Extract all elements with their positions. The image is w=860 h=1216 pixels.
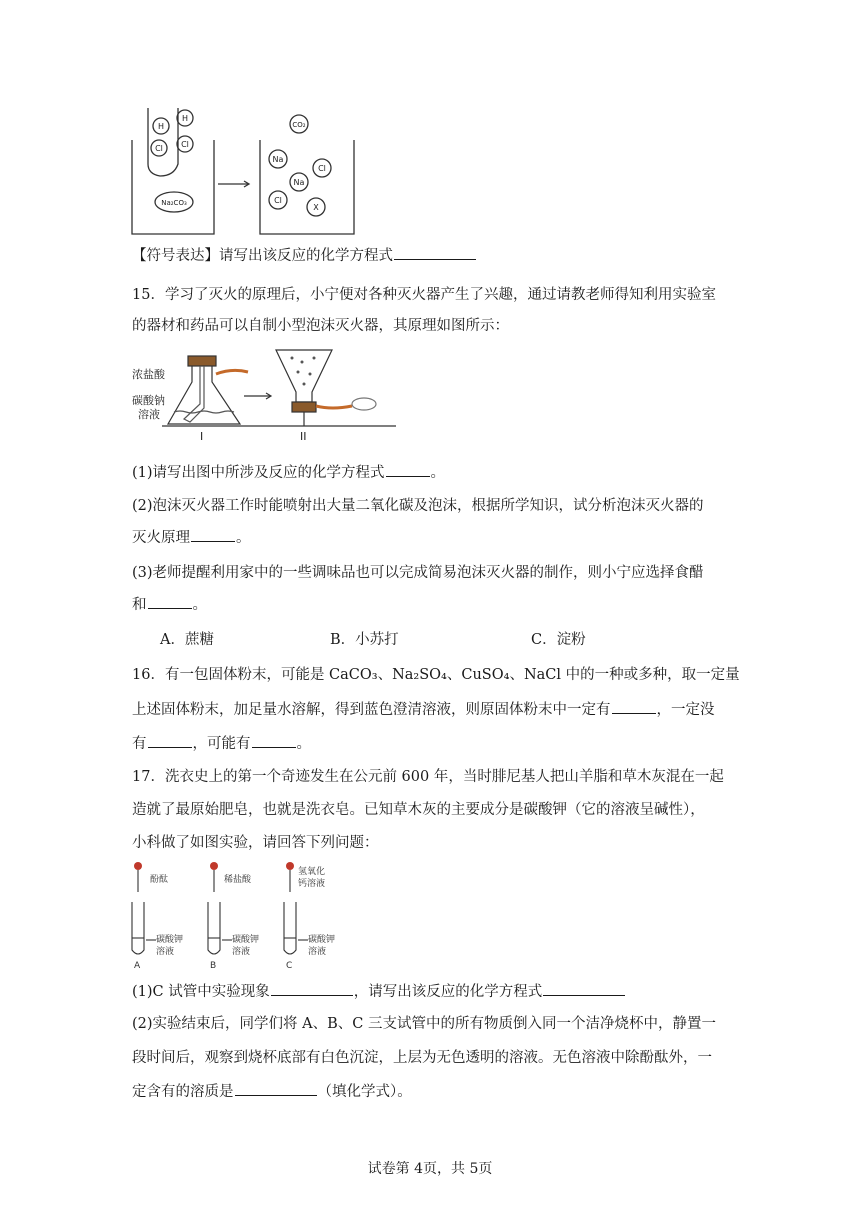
page-footer: 试卷第 4页，共 5页 bbox=[367, 1161, 493, 1177]
q16-line3: 有 ，可能有 。 bbox=[132, 733, 732, 754]
answer-blank[interactable] bbox=[394, 245, 476, 260]
svg-text:I: I bbox=[200, 430, 204, 443]
foam-spray bbox=[352, 398, 376, 410]
svg-text:碳酸钠: 碳酸钠 bbox=[132, 394, 165, 407]
q17-line3: 小科做了如图实验，请回答下列问题： bbox=[132, 835, 379, 851]
dropper-bulb-a bbox=[134, 862, 142, 870]
dropper-bulb-b bbox=[210, 862, 218, 870]
dropper-bulb-c bbox=[286, 862, 294, 870]
svg-text:H: H bbox=[181, 114, 189, 123]
svg-text:Na: Na bbox=[272, 155, 284, 164]
svg-text:Cl: Cl bbox=[181, 140, 189, 149]
svg-text:溶液: 溶液 bbox=[232, 947, 251, 957]
svg-text:碳酸钾: 碳酸钾 bbox=[156, 935, 184, 945]
svg-text:CO₂: CO₂ bbox=[292, 121, 306, 129]
foam-extinguisher-diagram bbox=[132, 344, 402, 444]
q15-part2b: 灭火原理 。 bbox=[132, 527, 732, 548]
q15-part1: (1)请写出图中所涉及反应的化学方程式 。 bbox=[132, 462, 732, 483]
answer-blank[interactable] bbox=[148, 594, 192, 609]
svg-text:钙溶液: 钙溶液 bbox=[298, 879, 326, 889]
answer-blank[interactable] bbox=[543, 981, 625, 996]
q17-part2c: 定含有的溶质是 （填化学式）。 bbox=[132, 1081, 732, 1102]
q17-part2a: (2)实验结束后，同学们将 A、B、C 三支试管中的所有物质倒入同一个洁净烧杯中，静置一 bbox=[132, 1016, 716, 1032]
option-a[interactable]: A．蔗糖 bbox=[160, 632, 214, 648]
svg-text:溶液: 溶液 bbox=[308, 947, 327, 957]
q15-line2: 的器材和药品可以自制小型泡沫灭火器，其原理如图所示： bbox=[132, 318, 509, 334]
svg-text:稀盐酸: 稀盐酸 bbox=[224, 875, 252, 885]
svg-text:Cl: Cl bbox=[155, 144, 163, 153]
svg-text:溶液: 溶液 bbox=[138, 408, 160, 421]
option-c[interactable]: C．淀粉 bbox=[531, 632, 586, 648]
svg-text:碳酸钾: 碳酸钾 bbox=[308, 935, 336, 945]
q16-line1: 16．有一包固体粉末，可能是 CaCO₃、Na₂SO₄、CuSO₄、NaCl 中的一种或多种，取一定量 bbox=[132, 667, 740, 683]
answer-blank[interactable] bbox=[235, 1081, 317, 1096]
answer-blank[interactable] bbox=[148, 733, 192, 748]
inner-tube bbox=[184, 366, 204, 422]
test-tubes-diagram bbox=[130, 858, 340, 972]
svg-text:碳酸钾: 碳酸钾 bbox=[232, 935, 260, 945]
svg-text:H: H bbox=[157, 122, 165, 131]
svg-text:B: B bbox=[210, 961, 217, 971]
svg-text:X: X bbox=[313, 203, 319, 212]
q16-line2: 上述固体粉末，加足量水溶解，得到蓝色澄清溶液，则原固体粉末中一定有 ，一定没 bbox=[132, 699, 732, 720]
answer-blank[interactable] bbox=[612, 699, 656, 714]
ion-beaker-diagram bbox=[128, 104, 368, 238]
svg-text:C: C bbox=[286, 961, 293, 971]
q17-part1: (1)C 试管中实验现象 ，请写出该反应的化学方程式 bbox=[132, 981, 732, 1002]
svg-text:酚酞: 酚酞 bbox=[150, 875, 169, 885]
svg-text:Cl: Cl bbox=[274, 196, 282, 205]
svg-text:氢氧化: 氢氧化 bbox=[298, 867, 326, 877]
q14-symbol-line: 【符号表达】请写出该反应的化学方程式 bbox=[132, 245, 732, 266]
hose bbox=[216, 370, 248, 374]
answer-blank[interactable] bbox=[386, 462, 430, 477]
option-b[interactable]: B．小苏打 bbox=[330, 632, 399, 648]
q17-line1: 17．洗衣史上的第一个奇迹发生在公元前 600 年，当时腓尼基人把山羊脂和草木灰混在一起 bbox=[132, 769, 724, 785]
q17-line2: 造就了最原始肥皂，也就是洗衣皂。已知草木灰的主要成分是碳酸钾（它的溶液呈碱性）， bbox=[132, 802, 705, 818]
svg-text:浓盐酸: 浓盐酸 bbox=[132, 368, 165, 381]
left-beaker bbox=[132, 140, 214, 234]
flask-ii bbox=[276, 350, 332, 402]
tube-b bbox=[208, 902, 220, 954]
tube-c bbox=[284, 902, 296, 954]
q17-part2b: 段时间后，观察到烧杯底部有白色沉淀，上层为无色透明的溶液。无色溶液中除酚酞外，一 bbox=[132, 1050, 712, 1066]
answer-blank[interactable] bbox=[271, 981, 353, 996]
svg-text:溶液: 溶液 bbox=[156, 947, 175, 957]
q15-line1: 15．学习了灭火的原理后，小宁便对各种灭火器产生了兴趣，通过请教老师得知利用实验室 bbox=[132, 287, 716, 303]
q15-part3b: 和 。 bbox=[132, 594, 732, 615]
svg-text:Na: Na bbox=[293, 178, 305, 187]
answer-blank[interactable] bbox=[252, 733, 296, 748]
tube-a bbox=[132, 902, 144, 954]
q15-part2a: (2)泡沫灭火器工作时能喷射出大量二氧化碳及泡沫，根据所学知识，试分析泡沫灭火器的 bbox=[132, 498, 704, 514]
svg-text:A: A bbox=[134, 961, 141, 971]
q15-part3a: (3)老师提醒利用家中的一些调味品也可以完成简易泡沫灭火器的制作，则小宁应选择食醋 bbox=[132, 565, 704, 581]
answer-blank[interactable] bbox=[191, 527, 235, 542]
svg-text:Na₂CO₃: Na₂CO₃ bbox=[161, 199, 187, 207]
svg-text:II: II bbox=[300, 430, 307, 443]
svg-text:Cl: Cl bbox=[318, 164, 326, 173]
